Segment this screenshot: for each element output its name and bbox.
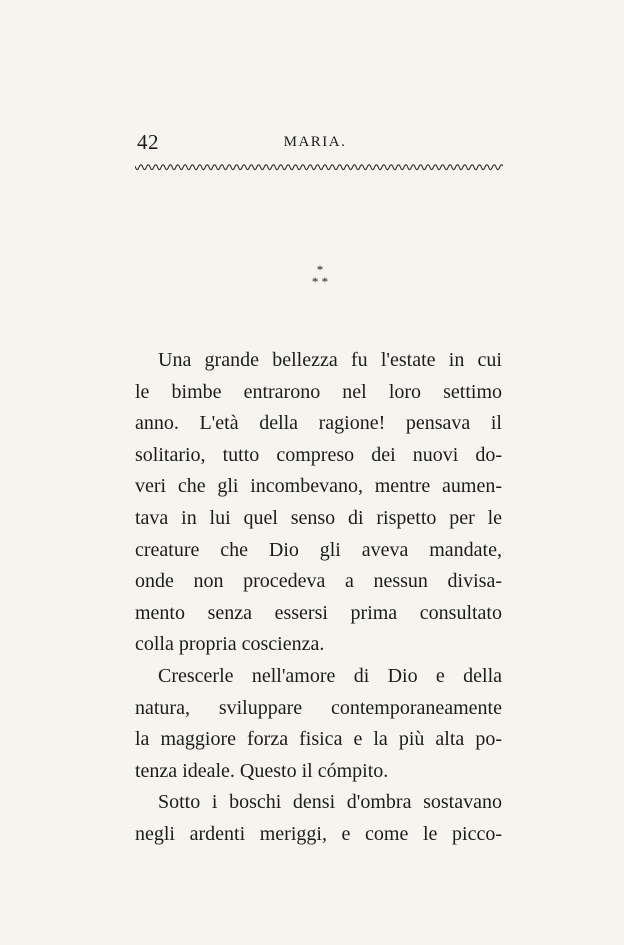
paragraph-2 [135, 661, 502, 787]
text-line: solitario, tutto compreso dei nuovi do- [135, 443, 502, 466]
text-line: le bimbe entrarono nel loro settimo [135, 380, 502, 403]
text-line: Sotto i boschi densi d'ombra sostavano [158, 791, 502, 814]
text-line: creature che Dio gli aveva mandate, [135, 538, 502, 561]
decorative-rule-ornament [135, 162, 503, 174]
text-line: natura, sviluppare contemporaneamente [135, 696, 502, 719]
running-title: MARIA. [283, 134, 347, 150]
asterism-bottom: * * [311, 274, 329, 289]
asterism-top: * [316, 262, 324, 277]
text-line: negli ardenti meriggi, e come le picco- [135, 822, 502, 845]
text-line: tenza ideale. Questo il cómpito. [135, 759, 389, 782]
paragraph-3 [135, 787, 502, 850]
body-text [135, 345, 502, 851]
text-line: tava in lui quel senso di rispetto per le [135, 506, 502, 529]
page-number: 42 [137, 130, 159, 154]
text-line: Una grande bellezza fu l'estate in cui [158, 349, 502, 371]
text-line: veri che gli incombevano, mentre aumen- [135, 475, 502, 498]
paragraph-1 [135, 345, 502, 661]
text-line: mento senza essersi prima consultato [135, 601, 502, 624]
text-line: anno. L'età della ragione! pensava il [135, 412, 502, 435]
text-line: Crescerle nell'amore di Dio e della [158, 664, 502, 687]
text-line: la maggiore forza fisica e la più alta po- [135, 728, 502, 751]
text-line: colla propria coscienza. [135, 633, 325, 656]
section-asterism [0, 264, 624, 288]
text-line: onde non procedeva a nessun divisa- [135, 570, 502, 593]
